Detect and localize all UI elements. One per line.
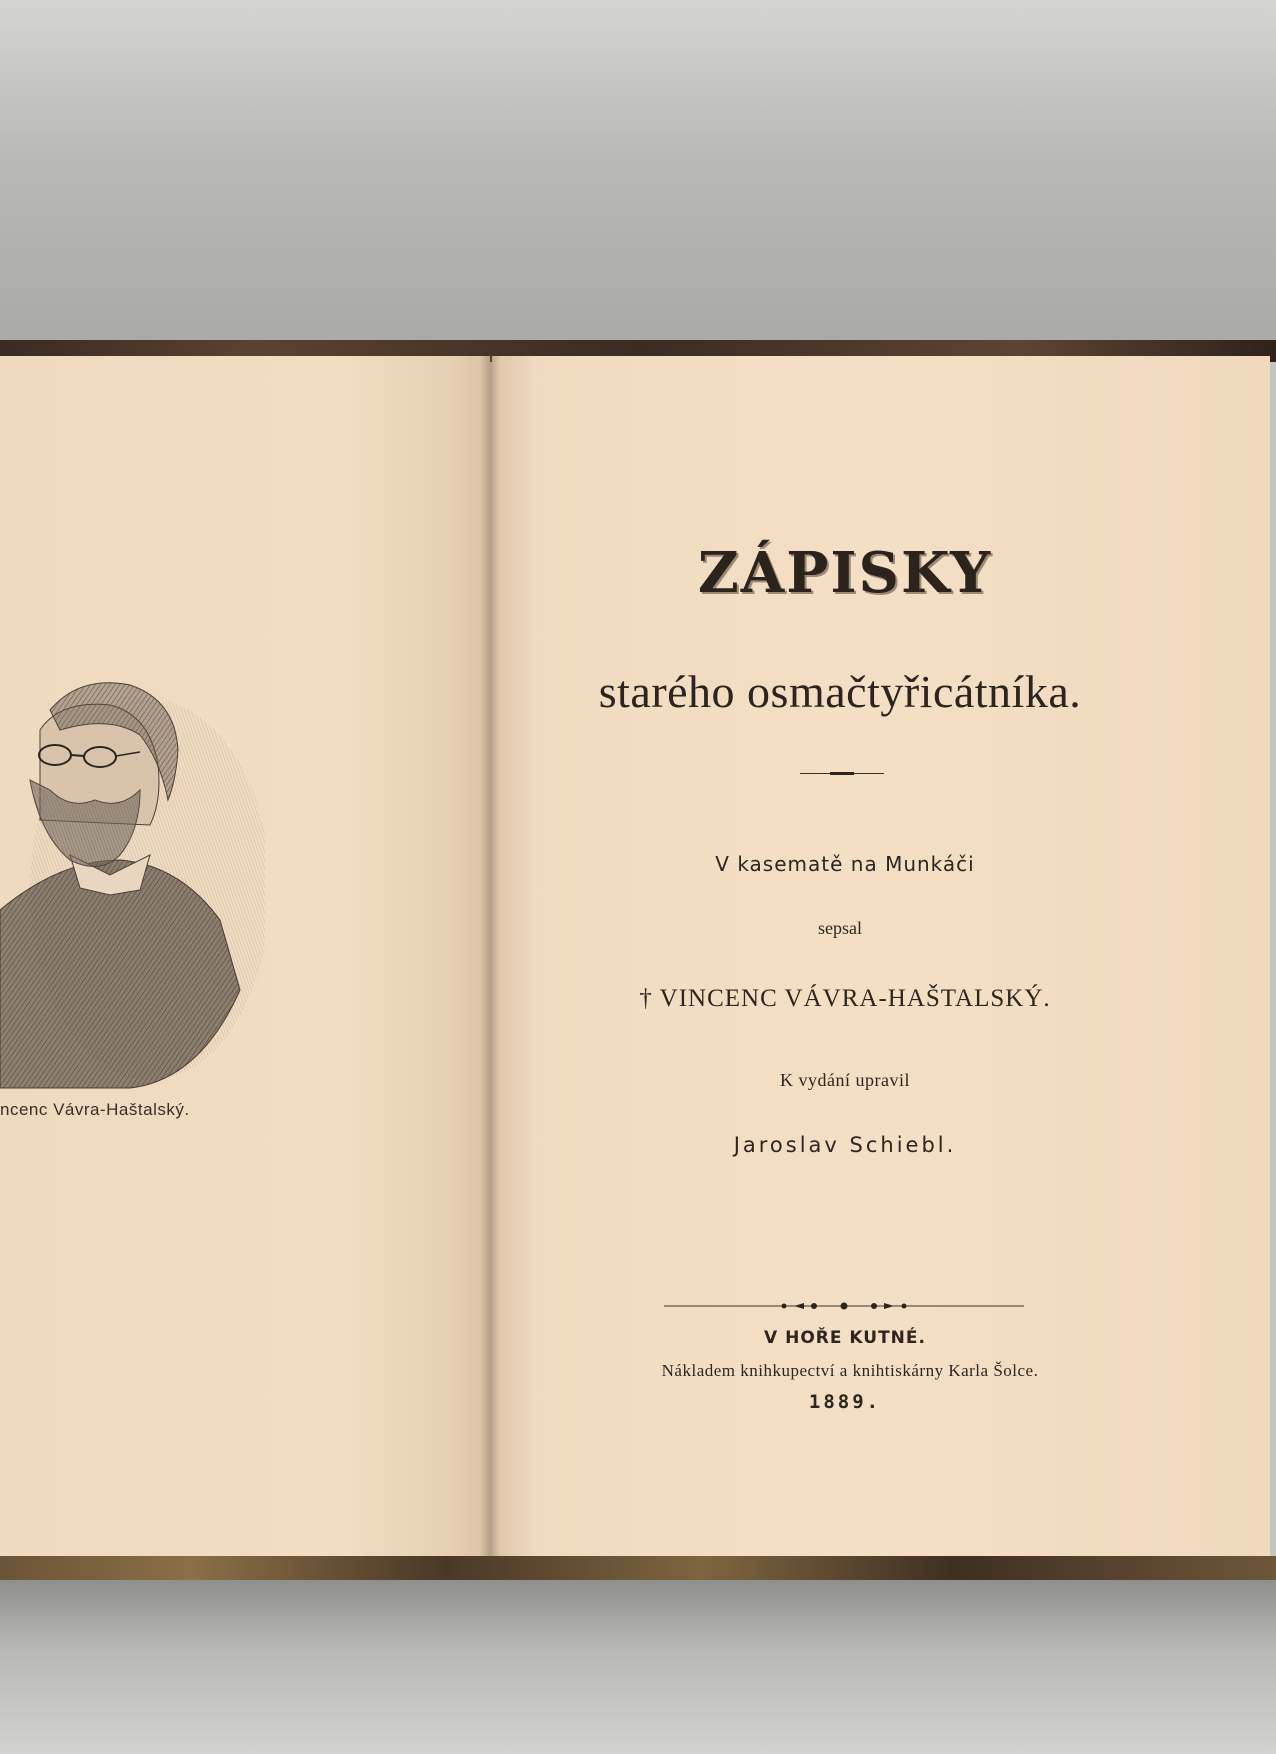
scanner-background-top [0, 0, 1276, 345]
imprint-place: V HOŘE KUTNÉ. [764, 1328, 926, 1348]
title-separator [800, 773, 884, 774]
book-gutter [480, 356, 500, 1556]
author-portrait-engraving [0, 660, 265, 1090]
imprint-publisher: Nákladem knihkupectví a knihtiskárny Karla Šolce. [661, 1361, 1039, 1380]
scanner-background-bottom [0, 1580, 1276, 1754]
author-name: † VINCENC VÁVRA-HAŠTALSKÝ. [639, 985, 1051, 1012]
decorative-rule-ornament [664, 1300, 1024, 1312]
editor-name: Jaroslav Schiebl. [733, 1133, 957, 1157]
book-title: ZÁPISKY [697, 540, 993, 606]
portrait-caption: ncenc Vávra-Haštalský. [0, 1100, 190, 1119]
place-written: V kasematě na Munkáči [715, 852, 975, 876]
book-subtitle: starého osmačtyřicátníka. [598, 666, 1082, 717]
imprint-year: 1889. [808, 1391, 882, 1413]
editor-note: K vydání upravil [780, 1070, 910, 1090]
sepsal-label: sepsal [818, 918, 862, 938]
